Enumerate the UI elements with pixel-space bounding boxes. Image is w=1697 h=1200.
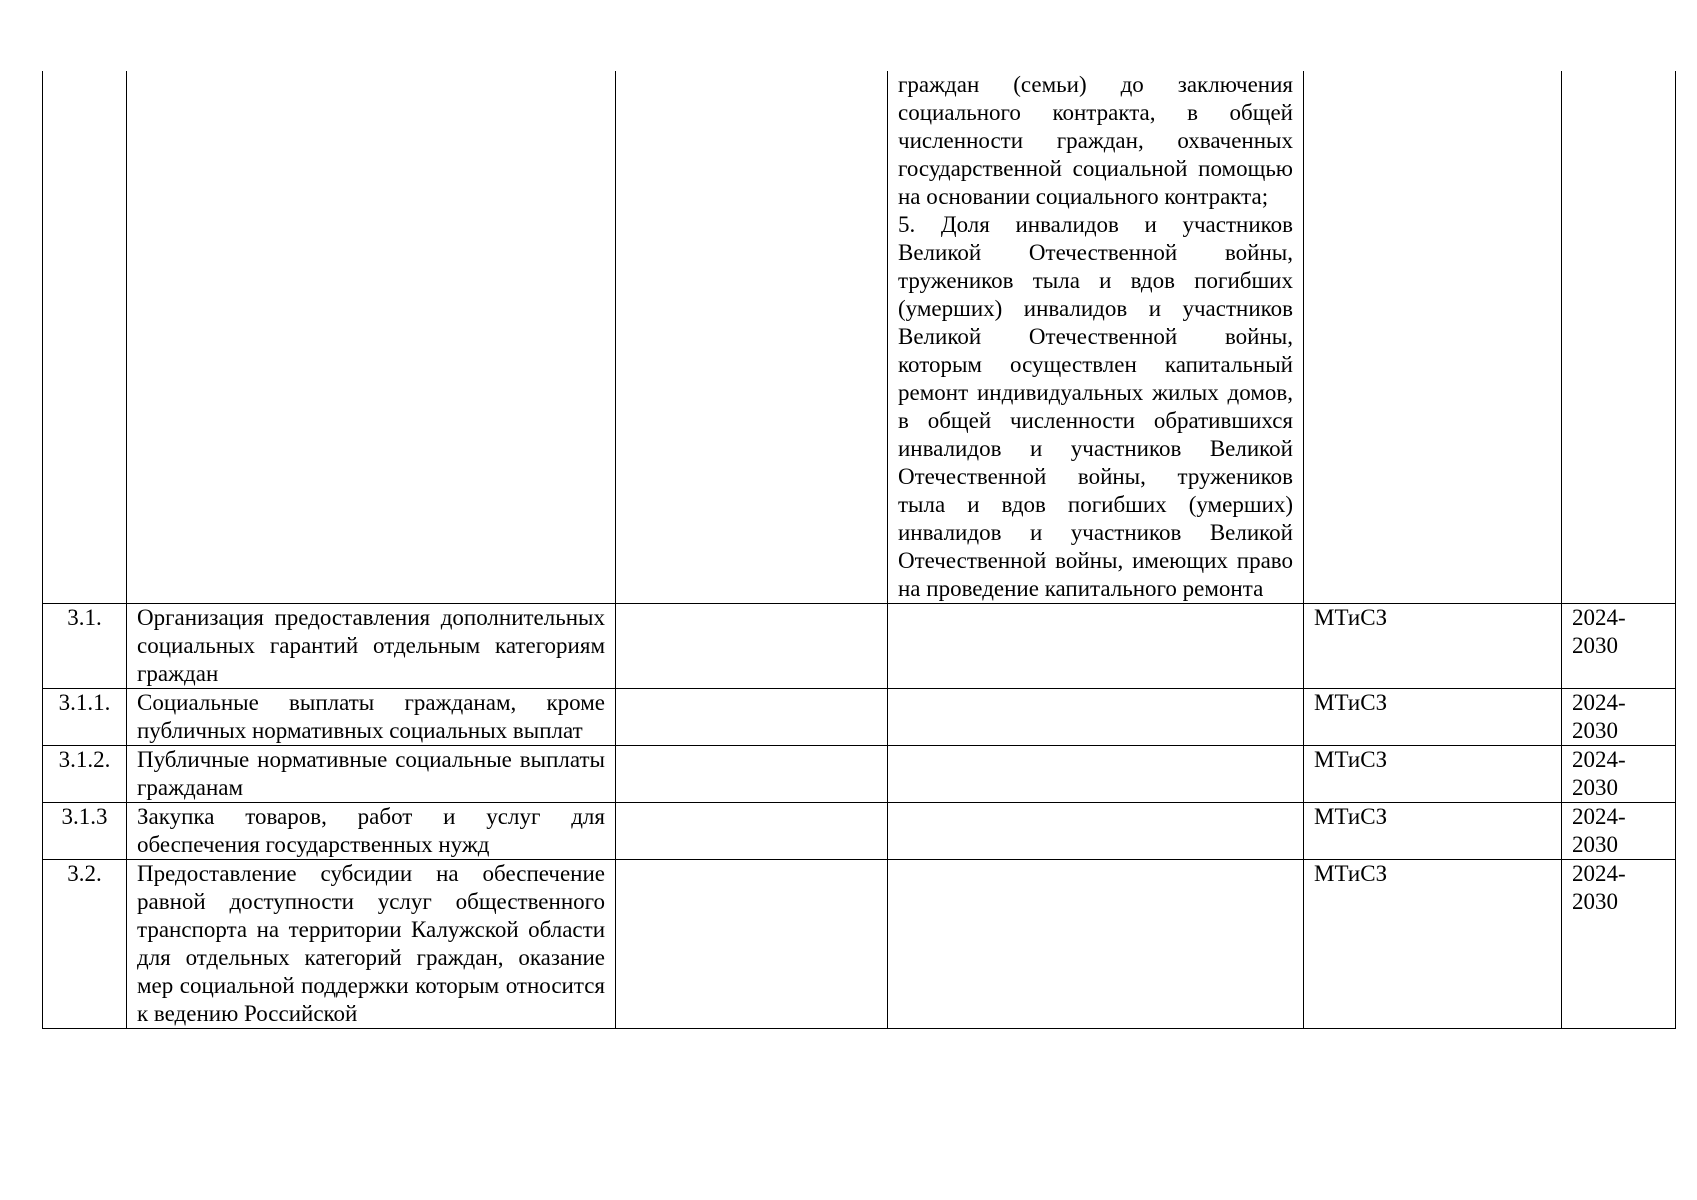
row-activity-name: Публичные нормативные социальные выплаты гражданам <box>127 746 616 803</box>
row-col4 <box>888 604 1304 689</box>
row-number-text: 3.2. <box>67 861 102 886</box>
table-row <box>43 860 1676 1029</box>
period-start: 2024- <box>1572 804 1626 829</box>
table-row <box>43 689 1676 746</box>
period-start: 2024- <box>1572 747 1626 772</box>
row-number: 3.1.3 <box>43 803 127 860</box>
row-col3 <box>616 860 888 1029</box>
row-period <box>1562 746 1676 803</box>
row-responsible: МТиСЗ <box>1304 689 1562 746</box>
indicator-text-4-tail: граждан (семьи) до заключения социального контракта, в общей численности граждан, охваченных государственной социальной помощью на основании социального контракта; <box>898 72 1293 209</box>
program-activities-table <box>42 71 1676 1029</box>
cell-indicators <box>888 71 1304 604</box>
table-row-continuation <box>43 71 1676 604</box>
row-activity-name <box>127 860 616 1029</box>
period-end: 2030 <box>1572 889 1618 914</box>
row-col4 <box>888 746 1304 803</box>
indicator-text-5: 5. Доля инвалидов и участников Великой Отечественной войны, тружеников тыла и вдов погибших (умерших) инвалидов и участников Великой Отечественной войны, которым осуществлен капитальный ремонт индивидуальных жилых домов, в общей численности обратившихся инвалидов и участников Великой Отечественной войны, тружеников тыла и вдов погибших (умерших) инвалидов и участников Великой Отечественной войны, имеющих право на проведение капитального ремонта <box>898 212 1293 601</box>
row-responsible: МТиСЗ <box>1304 803 1562 860</box>
row-number: 3.1.2. <box>43 746 127 803</box>
row-number: 3.1.1. <box>43 689 127 746</box>
period-end: 2030 <box>1572 633 1618 658</box>
row-col3 <box>616 803 888 860</box>
row-col4 <box>888 803 1304 860</box>
period-end: 2030 <box>1572 718 1618 743</box>
row-activity-name: Закупка товаров, работ и услуг для обеспечения государственных нужд <box>127 803 616 860</box>
row-activity-name-text: Предоставление субсидии на обеспечение равной доступности услуг общественного транспорта на территории Калужской области для отдельных категорий граждан, оказание мер социальной поддержки которым относится к ведению Российской <box>137 861 605 1026</box>
period-end: 2030 <box>1572 775 1618 800</box>
table-row <box>43 746 1676 803</box>
table-row <box>43 803 1676 860</box>
row-number: 3.1. <box>43 604 127 689</box>
period-start: 2024- <box>1572 861 1626 886</box>
row-activity-name: Социальные выплаты гражданам, кроме публичных нормативных социальных выплат <box>127 689 616 746</box>
row-responsible: МТиСЗ <box>1304 746 1562 803</box>
period-start: 2024- <box>1572 605 1626 630</box>
row-period <box>1562 604 1676 689</box>
cell-period <box>1562 71 1676 604</box>
row-col4 <box>888 689 1304 746</box>
cell-col3 <box>616 71 888 604</box>
row-col3 <box>616 689 888 746</box>
row-number <box>43 860 127 1029</box>
row-responsible: МТиСЗ <box>1304 860 1562 1029</box>
cell-responsible <box>1304 71 1562 604</box>
row-col3 <box>616 746 888 803</box>
table-row <box>43 604 1676 689</box>
row-activity-name: Организация предоставления дополнительных социальных гарантий отдельным категориям граждан <box>127 604 616 689</box>
row-col3 <box>616 604 888 689</box>
row-period <box>1562 689 1676 746</box>
row-period <box>1562 860 1676 1029</box>
row-responsible: МТиСЗ <box>1304 604 1562 689</box>
cell-num <box>43 71 127 604</box>
row-col4 <box>888 860 1304 1029</box>
cell-name <box>127 71 616 604</box>
row-period <box>1562 803 1676 860</box>
period-start: 2024- <box>1572 690 1626 715</box>
period-end: 2030 <box>1572 832 1618 857</box>
